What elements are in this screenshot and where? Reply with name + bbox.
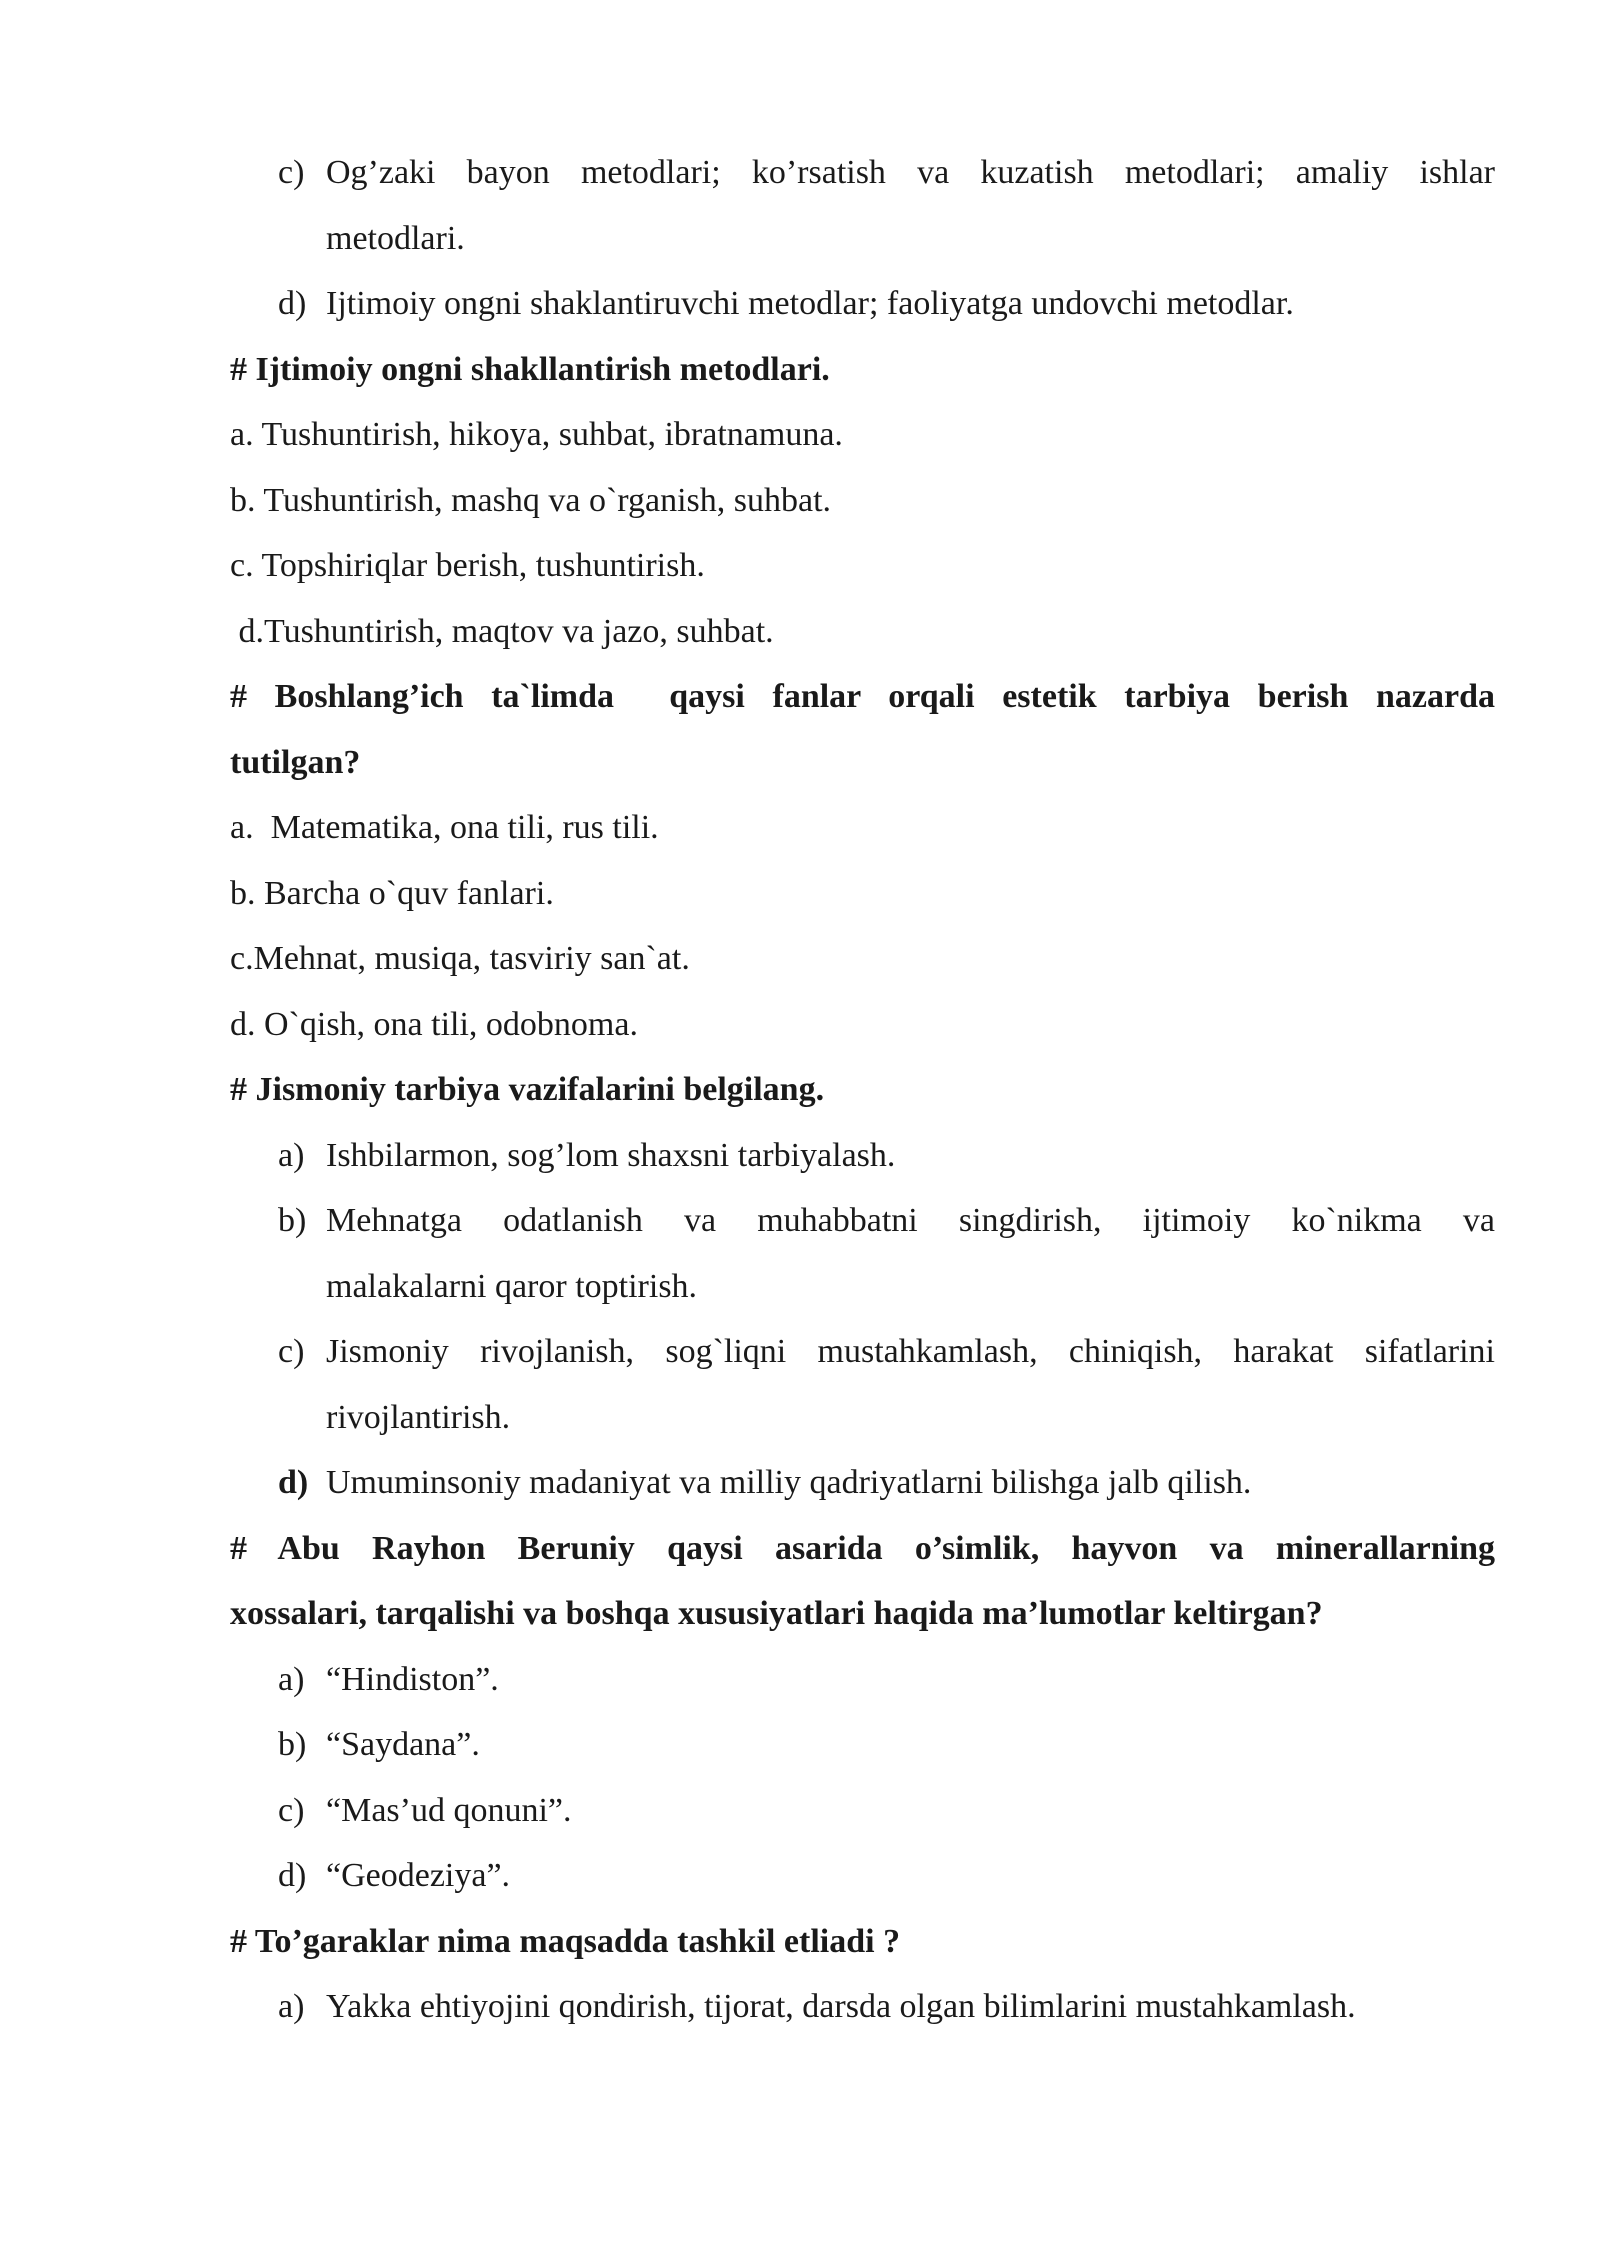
option-text: metodlari. (326, 219, 465, 257)
option-d (230, 1843, 1495, 1909)
question-title: # Abu Rayhon Beruniy qaysi asarida o’simlik, hayvon va minerallarning (230, 1529, 1495, 1567)
option-label: d) (278, 285, 307, 322)
option-b (230, 1188, 1495, 1319)
question-title: # Jismoniy tarbiya vazifalarini belgilang. (230, 1071, 825, 1108)
option-text: Jismoniy rivojlanish, sog`liqni mustahkamlash, chiniqish, harakat sifatlarini (326, 1333, 1495, 1370)
option-text: “Mas’ud qonuni”. (326, 1791, 572, 1829)
question-title-cont: xossalari, tarqalishi va boshqa xususiyatlari haqida ma’lumotlar keltirgan? (230, 1595, 1323, 1632)
answer-d: d.Tushuntirish, maqtov va jazo, suhbat. (230, 612, 774, 650)
option-d (230, 271, 1495, 337)
option-label: c) (278, 1333, 305, 1370)
option-label: a) (278, 1660, 305, 1698)
option-text: Ishbilarmon, sog’lom shaxsni tarbiyalash. (326, 1136, 896, 1174)
document-page (230, 140, 1495, 2040)
option-text: “Saydana”. (326, 1726, 480, 1763)
option-text: “Hindiston”. (326, 1660, 499, 1698)
option-text: malakalarni qaror toptirish. (326, 1267, 698, 1305)
option-text: rivojlantirish. (326, 1398, 511, 1436)
question-title: # Ijtimoiy ongni shakllantirish metodlari. (230, 350, 830, 388)
answer-c: c.Mehnat, musiqa, tasviriy san`at. (230, 940, 690, 977)
option-label: d) (278, 1464, 309, 1501)
answer-b: b. Tushuntirish, mashq va o`rganish, suhbat. (230, 481, 832, 519)
answer-d: d. O`qish, ona tili, odobnoma. (230, 1005, 638, 1043)
option-text: “Geodeziya”. (326, 1857, 511, 1894)
option-label: b) (278, 1726, 307, 1763)
option-c (230, 1319, 1495, 1450)
answer-c: c. Topshiriqlar berish, tushuntirish. (230, 547, 705, 584)
option-d (230, 1450, 1495, 1516)
answer-a: a. Tushuntirish, hikoya, suhbat, ibratnamuna. (230, 416, 843, 453)
option-text: Og’zaki bayon metodlari; ko’rsatish va kuzatish metodlari; amaliy ishlar (326, 154, 1495, 191)
question-title: # Boshlang’ich ta`limda qaysi fanlar orqali estetik tarbiya berish nazarda (230, 678, 1495, 715)
option-text: Ijtimoiy ongni shaklantiruvchi metodlar; faoliyatga undovchi metodlar. (326, 285, 1294, 322)
option-label: c) (278, 154, 305, 191)
option-label: b) (278, 1202, 307, 1239)
option-a (230, 1647, 1495, 1713)
question-title: # To’garaklar nima maqsadda tashkil etliadi ? (230, 1922, 901, 1960)
option-text: Umuminsoniy madaniyat va milliy qadriyatlarni bilishga jalb qilish. (326, 1464, 1252, 1501)
option-label: a) (278, 1988, 305, 2025)
option-b (230, 1712, 1495, 1778)
option-label: a) (278, 1136, 305, 1174)
option-c (230, 1778, 1495, 1844)
answer-a: a. Matematika, ona tili, rus tili. (230, 809, 659, 846)
question-title-cont: tutilgan? (230, 743, 361, 781)
option-label: d) (278, 1857, 307, 1894)
option-a (230, 1974, 1495, 2040)
option-text: Mehnatga odatlanish va muhabbatni singdirish, ijtimoiy ko`nikma va (326, 1202, 1495, 1239)
answer-b: b. Barcha o`quv fanlari. (230, 874, 554, 912)
option-a (230, 1123, 1495, 1189)
option-c (230, 140, 1495, 271)
option-text: Yakka ehtiyojini qondirish, tijorat, darsda olgan bilimlarini mustahkamlash. (326, 1988, 1356, 2025)
option-label: c) (278, 1791, 305, 1829)
